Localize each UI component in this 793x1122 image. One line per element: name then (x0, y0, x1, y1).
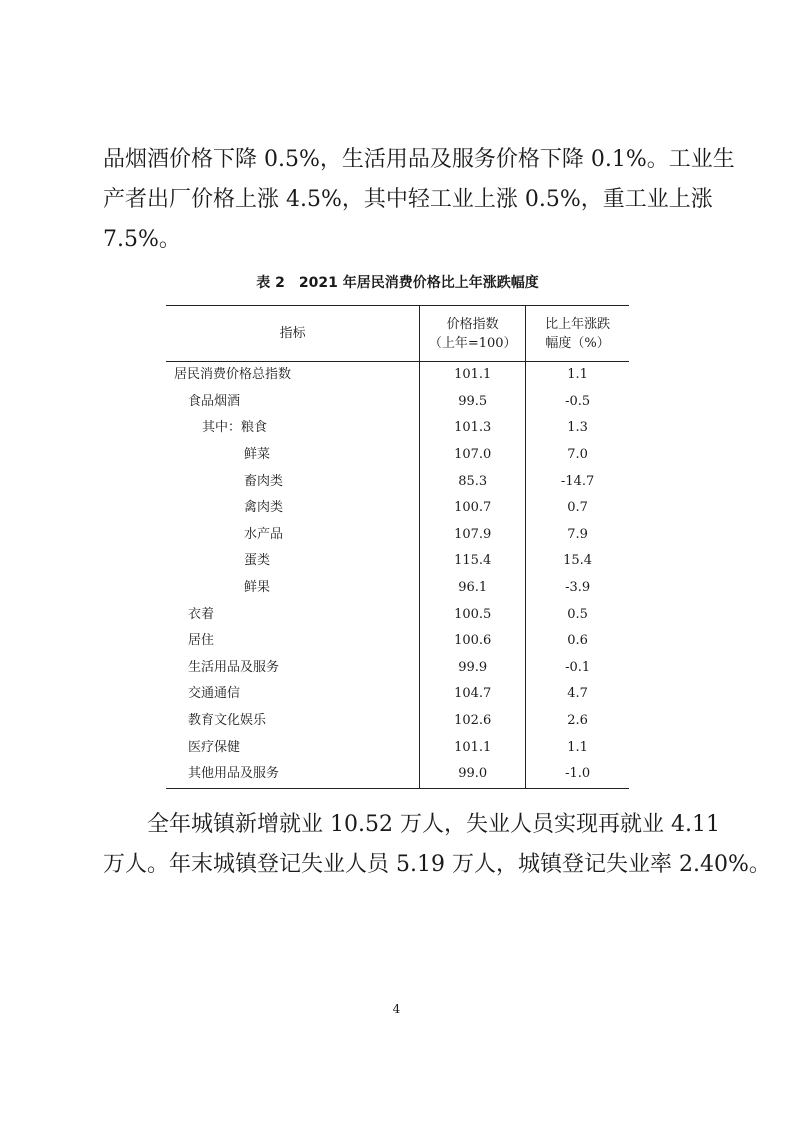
row-name: 其他用品及服务 (166, 761, 420, 788)
table-row (166, 468, 629, 495)
paragraph-prices (103, 140, 735, 260)
table-row (166, 655, 629, 682)
row-index: 102.6 (420, 708, 526, 735)
table-title: 2021 年居民消费价格比上年涨跌幅度 (298, 275, 539, 291)
row-change: 2.6 (526, 708, 629, 735)
line-text: 品烟酒价格下降 0.5%，生活用品及服务价格下降 0.1%。工业生 (103, 147, 735, 172)
row-change: 0.6 (526, 628, 629, 655)
row-index: 100.6 (420, 628, 526, 655)
row-change: -14.7 (526, 468, 629, 495)
cpi-table (166, 305, 629, 789)
row-index: 96.1 (420, 575, 526, 602)
line-text: 全年城镇新增就业 10.52 万人，失业人员实现再就业 4.11 (103, 812, 720, 837)
page-number: 4 (392, 1002, 401, 1016)
table-row (166, 495, 629, 522)
table-row (166, 442, 629, 469)
row-name: 禽肉类 (244, 500, 284, 516)
row-change: 1.3 (526, 415, 629, 442)
row-change: -0.1 (526, 655, 629, 682)
paragraph-employment (103, 805, 771, 885)
row-change: -3.9 (526, 575, 629, 602)
row-name: 食品烟酒 (188, 393, 241, 409)
table-row (166, 548, 629, 575)
row-name: 畜肉类 (244, 473, 284, 489)
row-change: -0.5 (526, 389, 629, 416)
row-index: 99.9 (420, 655, 526, 682)
row-name: 鲜果 (244, 580, 271, 596)
line-text: 万人。年末城镇登记失业人员 5.19 万人，城镇登记失业率 2.40%。 (103, 852, 771, 877)
table-caption (166, 273, 629, 293)
header-line: 比上年涨跌 (545, 316, 611, 332)
row-change: 0.7 (526, 495, 629, 522)
header-line: 幅度（%） (545, 335, 610, 351)
row-change: 7.9 (526, 522, 629, 549)
table-row (166, 681, 629, 708)
row-name: 蛋类 (244, 553, 271, 569)
row-index: 85.3 (420, 468, 526, 495)
table-row (166, 601, 629, 628)
row-change: 0.5 (526, 601, 629, 628)
row-index: 99.5 (420, 389, 526, 416)
paragraph-line (103, 845, 771, 885)
paragraph-line (103, 180, 713, 220)
row-name: 教育文化娱乐 (188, 713, 267, 729)
table-row (166, 522, 629, 549)
header-indicator: 指标 (166, 306, 420, 362)
row-name: 生活用品及服务 (188, 659, 280, 675)
row-name: 其中：粮食 (202, 420, 268, 436)
table-header-row (166, 306, 629, 362)
line-text: 7.5%。 (103, 227, 181, 252)
table-label: 表 2 (256, 275, 285, 291)
table-row (166, 575, 629, 602)
row-name: 居民消费价格总指数 (174, 367, 292, 383)
row-name: 水产品 (244, 526, 284, 542)
row-change: -1.0 (526, 761, 629, 788)
row-name: 交通通信 (188, 686, 241, 702)
header-price-index (420, 306, 526, 362)
table-row (166, 628, 629, 655)
table-row (166, 708, 629, 735)
row-change: 15.4 (526, 548, 629, 575)
table-row (166, 362, 629, 389)
row-name: 衣着 (188, 606, 215, 622)
row-change: 7.0 (526, 442, 629, 469)
row-index: 101.3 (420, 415, 526, 442)
row-change: 4.7 (526, 681, 629, 708)
row-index: 101.1 (420, 734, 526, 761)
row-index: 100.7 (420, 495, 526, 522)
table-row (166, 761, 629, 788)
row-index: 107.0 (420, 442, 526, 469)
row-name: 鲜菜 (244, 447, 271, 463)
row-change: 1.1 (526, 734, 629, 761)
table-row (166, 734, 629, 761)
row-index: 115.4 (420, 548, 526, 575)
line-text: 产者出厂价格上涨 4.5%，其中轻工业上涨 0.5%，重工业上涨 (103, 187, 713, 212)
row-name: 医疗保健 (188, 739, 241, 755)
paragraph-line (103, 140, 735, 180)
row-index: 101.1 (420, 362, 526, 389)
row-index: 104.7 (420, 681, 526, 708)
row-name: 居住 (188, 633, 215, 649)
row-index: 99.0 (420, 761, 526, 788)
paragraph-line (103, 220, 693, 260)
table-row (166, 389, 629, 416)
header-line: （上年=100） (428, 335, 517, 351)
paragraph-line (103, 805, 720, 845)
row-change: 1.1 (526, 362, 629, 389)
header-line: 价格指数 (446, 316, 499, 332)
row-index: 107.9 (420, 522, 526, 549)
row-index: 100.5 (420, 601, 526, 628)
table-row (166, 415, 629, 442)
header-change (526, 306, 629, 362)
